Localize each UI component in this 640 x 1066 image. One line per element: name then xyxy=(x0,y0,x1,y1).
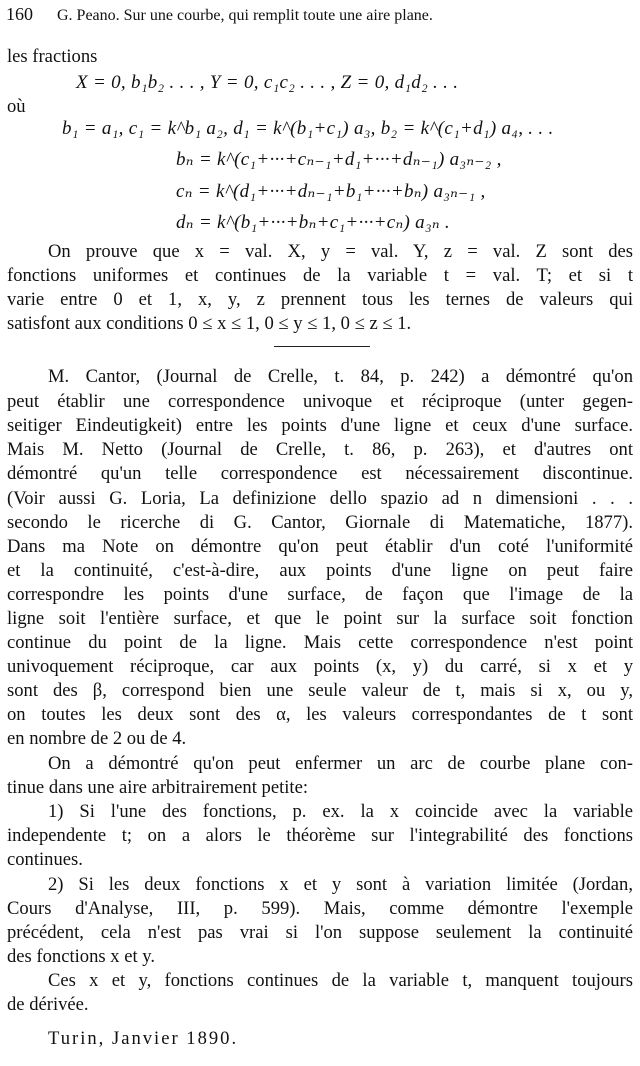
equation-xyz: X = 0, b₁b₂ . . . , Y = 0, c₁c₂ . . . , Z = 0, d₁d₂ . . . xyxy=(76,72,459,93)
item1-line-3: continues. xyxy=(7,849,83,870)
para2-line-7: secondo le ricerche di G. Cantor, Giornale di Matematiche, 1877). xyxy=(7,512,633,533)
para2-line-13: univoquement réciproque, car aux points (x, y) du carré, si x et y xyxy=(7,656,633,677)
item2-line-3: précédent, cela n'est pas vrai si l'on suppose seulement la continuité xyxy=(7,922,633,943)
running-head xyxy=(6,4,632,25)
para3-line-1: On a démontré qu'on peut enfermer un arc de courbe plane con- xyxy=(48,753,633,774)
page-number: 160 xyxy=(6,4,33,24)
para2-line-16: en nombre de 2 ou de 4. xyxy=(7,728,187,749)
para2-line-6: (Voir aussi G. Loria, La definizione dello spazio ad n dimensioni . . . xyxy=(7,488,633,509)
equation-cn: cₙ = k^(d₁+···+dₙ₋₁+b₁+···+bₙ) a₃ₙ₋₁ , xyxy=(176,181,486,202)
para2-line-14: sont des β, correspond bien une seule valeur de t, mais si x, ou y, xyxy=(7,680,633,701)
para2-line-1: M. Cantor, (Journal de Crelle, t. 84, p. 242) a démontré qu'on xyxy=(48,366,633,387)
para2-line-12: continue du point de la ligne. Mais cette correspondence n'est point xyxy=(7,632,633,653)
item2-line-4: des fonctions x et y. xyxy=(7,946,156,967)
para1-line-2: fonctions uniformes et continues de la variable t = val. T; et si t xyxy=(7,265,633,286)
para2-line-3: seitiger Eindeutigkeit) entre les points d'une ligne et ceux d'une surface. xyxy=(7,415,633,436)
para2-line-8: Dans ma Note on démontre qu'on peut établir d'un coté l'uniformité xyxy=(7,536,633,557)
section-divider xyxy=(274,346,370,347)
equation-dn: dₙ = k^(b₁+···+bₙ+c₁+···+cₙ) a₃ₙ . xyxy=(176,212,450,233)
para1-line-3: varie entre 0 et 1, x, y, z prennent tous les ternes de valeurs qui xyxy=(7,289,633,310)
para4-line-2: de dérivée. xyxy=(7,994,89,1015)
para2-line-11: ligne soit l'entière surface, et que le point sur la surface soit fonction xyxy=(7,608,633,629)
para2-line-4: Mais M. Netto (Journal de Crelle, t. 86, p. 263), et d'autres ont xyxy=(7,439,633,460)
para1-line-1: On prouve que x = val. X, y = val. Y, z = val. Z sont des xyxy=(48,241,633,262)
para3-line-2: tinue dans une aire arbitrairement petite: xyxy=(7,777,308,798)
running-title: G. Peano. Sur une courbe, qui remplit toute une aire plane. xyxy=(57,7,433,24)
para4-line-1: Ces x et y, fonctions continues de la variable t, manquent toujours xyxy=(48,970,633,991)
para2-line-15: on toutes les deux sont des α, les valeurs correspondantes de t sont xyxy=(7,704,633,725)
para1-line-4: satisfont aux conditions 0 ≤ x ≤ 1, 0 ≤ y ≤ 1, 0 ≤ z ≤ 1. xyxy=(7,313,412,334)
signoff: Turin, Janvier 1890. xyxy=(48,1028,239,1049)
item1-line-2: independente t; on a alors le théorème sur l'integrabilité des fonctions xyxy=(7,825,633,846)
item2-line-1: 2) Si les deux fonctions x et y sont à variation limitée (Jordan, xyxy=(48,874,633,895)
item1-line-1: 1) Si l'une des fonctions, p. ex. la x coincide avec la variable xyxy=(48,801,633,822)
para2-line-2: peut établir une correspondence univoque et réciproque (unter gegen- xyxy=(7,391,633,412)
equation-bn: bₙ = k^(c₁+···+cₙ₋₁+d₁+···+dₙ₋₁) a₃ₙ₋₂ , xyxy=(176,149,502,170)
equation-initial-terms: b₁ = a₁, c₁ = k^b₁ a₂, d₁ = k^(b₁+c₁) a₃, b₂ = k^(c₁+d₁) a₄, . . . xyxy=(62,118,554,139)
para2-line-9: et la continuité, c'est-à-dire, aux points d'une ligne on peut faire xyxy=(7,560,633,581)
para2-line-5: démontré qu'un telle correspondence est nécessairement discontinue. xyxy=(7,463,633,484)
item2-line-2: Cours d'Analyse, III, p. 599). Mais, comme démontre l'exemple xyxy=(7,898,633,919)
para2-line-10: correspondre les points d'une surface, de façon que l'image de la xyxy=(7,584,633,605)
text-les-fractions: les fractions xyxy=(7,46,98,67)
text-ou: où xyxy=(7,96,26,117)
